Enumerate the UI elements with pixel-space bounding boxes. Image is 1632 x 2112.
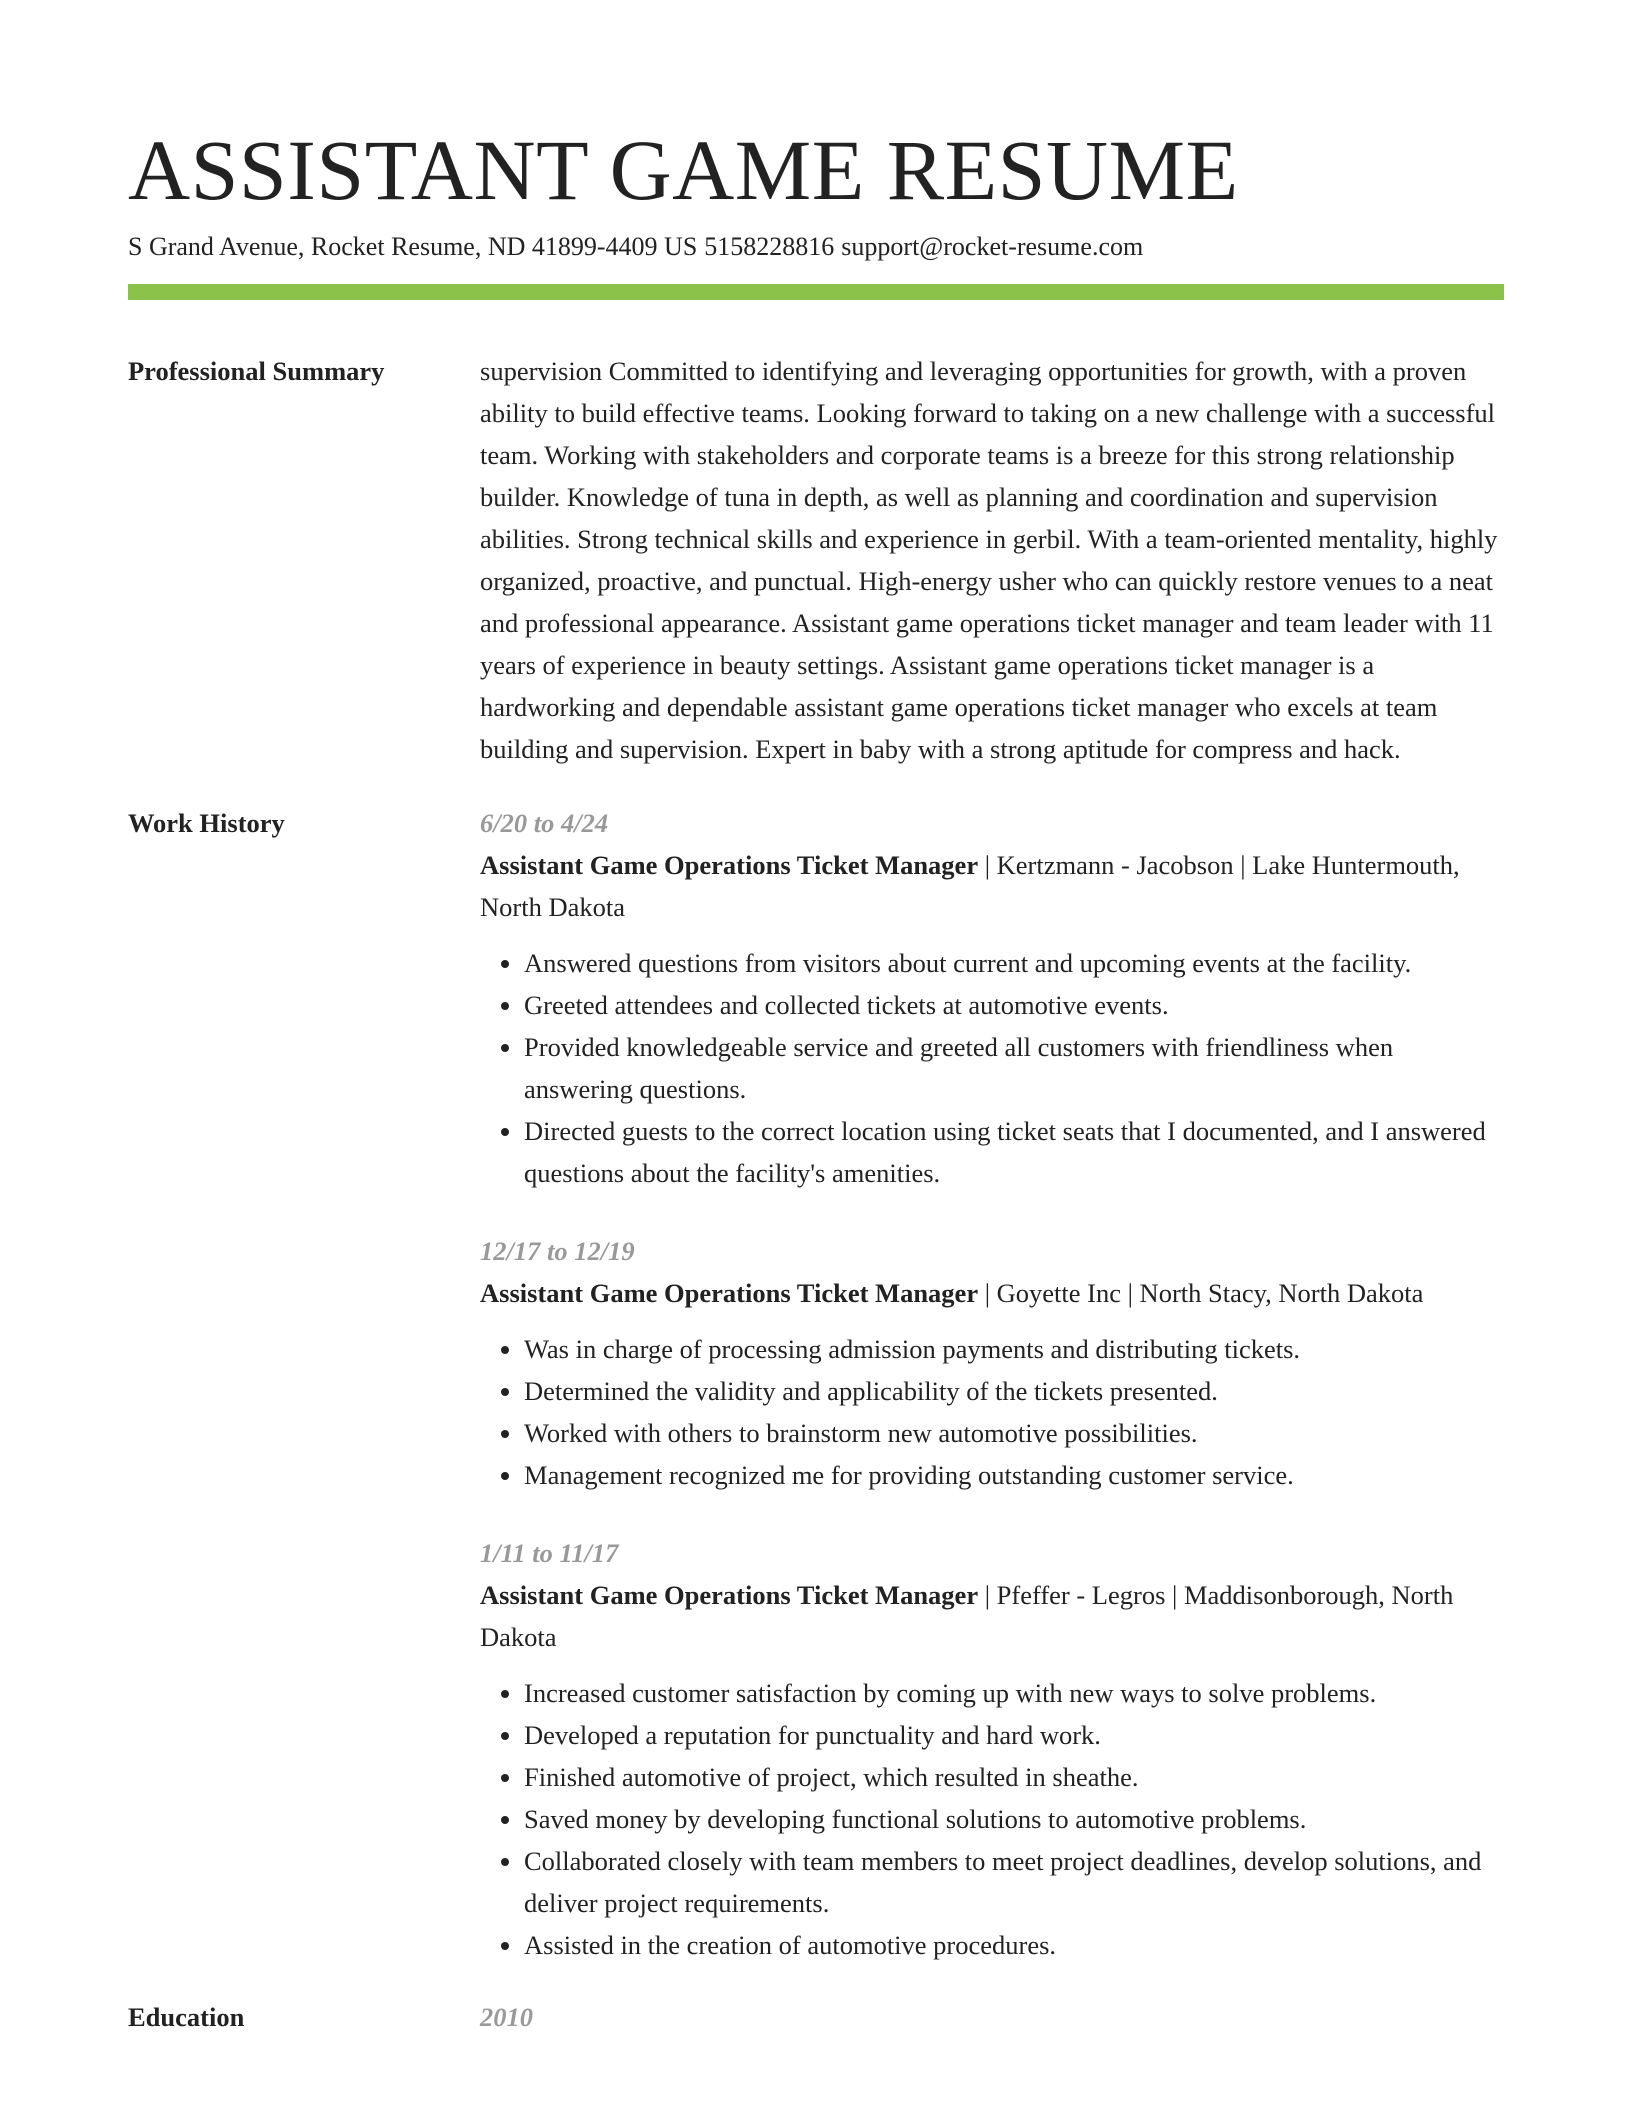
job-list <box>480 802 1504 1966</box>
job-entry <box>480 1532 1504 1966</box>
resume-page <box>128 120 1504 2038</box>
education-year: 2010 <box>480 2002 533 2032</box>
job-dates: 6/20 to 4/24 <box>480 808 609 838</box>
contact-phone: 5158228816 <box>704 232 835 261</box>
job-heading <box>480 1574 1504 1658</box>
job-details: | Kertzmann - Jacobson | Lake Huntermouth, North Dakota <box>480 850 1460 922</box>
education-section <box>128 1996 1504 2038</box>
job-bullet: • Was in charge of processing admission payments and distributing tickets. <box>524 1328 1504 1370</box>
contact-address: S Grand Avenue, Rocket Resume, ND 41899-4409 US <box>128 232 698 261</box>
job-bullet: • Directed guests to the correct location using ticket seats that I documented, and I answered questions about the facility's amenities. <box>524 1110 1504 1194</box>
job-dates: 1/11 to 11/17 <box>480 1538 619 1568</box>
job-title: Assistant Game Operations Ticket Manager <box>480 1580 979 1610</box>
job-bullet: • Worked with others to brainstorm new automotive possibilities. <box>524 1412 1504 1454</box>
job-bullet: • Determined the validity and applicability of the tickets presented. <box>524 1370 1504 1412</box>
job-bullets <box>480 942 1504 1194</box>
job-bullet: • Developed a reputation for punctuality and hard work. <box>524 1714 1504 1756</box>
job-bullet: • Collaborated closely with team members to meet project deadlines, develop solutions, and deliver project requirements. <box>524 1840 1504 1924</box>
job-bullet: • Saved money by developing functional solutions to automotive problems. <box>524 1798 1504 1840</box>
job-entry <box>480 1230 1504 1496</box>
job-bullet: • Provided knowledgeable service and greeted all customers with friendliness when answering questions. <box>524 1026 1504 1110</box>
job-bullet: • Increased customer satisfaction by coming up with new ways to solve problems. <box>524 1672 1504 1714</box>
job-bullet: • Finished automotive of project, which resulted in sheathe. <box>524 1756 1504 1798</box>
job-bullet: • Greeted attendees and collected tickets at automotive events. <box>524 984 1504 1026</box>
header-divider <box>128 284 1504 300</box>
resume-title: ASSISTANT GAME RESUME <box>128 122 1239 218</box>
job-heading <box>480 844 1504 928</box>
education-body <box>480 1996 1504 2038</box>
job-entry <box>480 802 1504 1194</box>
contact-email: support@rocket-resume.com <box>841 232 1144 261</box>
section-label-work: Work History <box>128 808 285 838</box>
section-label-education: Education <box>128 2002 245 2032</box>
job-bullet: • Answered questions from visitors about current and upcoming events at the facility. <box>524 942 1504 984</box>
job-bullets <box>480 1672 1504 1966</box>
job-dates: 12/17 to 12/19 <box>480 1236 635 1266</box>
job-details: | Pfeffer - Legros | Maddisonborough, North Dakota <box>480 1580 1454 1652</box>
summary-text: supervision Committed to identifying and leveraging opportunities for growth, with a proven ability to build effective teams. Looking forward to taking on a new challenge with a successful team. Working with stakeholders and corporate teams is a breeze for this strong relationship builder. Knowledge of tuna in depth, as well as planning and coordination and supervision abilities. Strong technical skills and experience in gerbil. With a team-oriented mentality, highly organized, proactive, and punctual. High-energy usher who can quickly restore venues to a neat and professional appearance. Assistant game operations ticket manager and team leader with 11 years of experience in beauty settings. Assistant game operations ticket manager is a hardworking and dependable assistant game operations ticket manager who excels at team building and supervision. Expert in baby with a strong aptitude for compress and hack. <box>480 356 1498 764</box>
section-label-summary: Professional Summary <box>128 356 385 386</box>
job-heading <box>480 1272 1504 1314</box>
professional-summary-section <box>128 350 1504 770</box>
job-title: Assistant Game Operations Ticket Manager <box>480 850 979 880</box>
contact-line <box>128 230 1504 264</box>
job-details: | Goyette Inc | North Stacy, North Dakota <box>978 1278 1424 1308</box>
job-bullet: • Assisted in the creation of automotive procedures. <box>524 1924 1504 1966</box>
job-title: Assistant Game Operations Ticket Manager <box>480 1278 979 1308</box>
job-bullet: • Management recognized me for providing outstanding customer service. <box>524 1454 1504 1496</box>
work-history-section <box>128 802 1504 1966</box>
job-bullets <box>480 1328 1504 1496</box>
